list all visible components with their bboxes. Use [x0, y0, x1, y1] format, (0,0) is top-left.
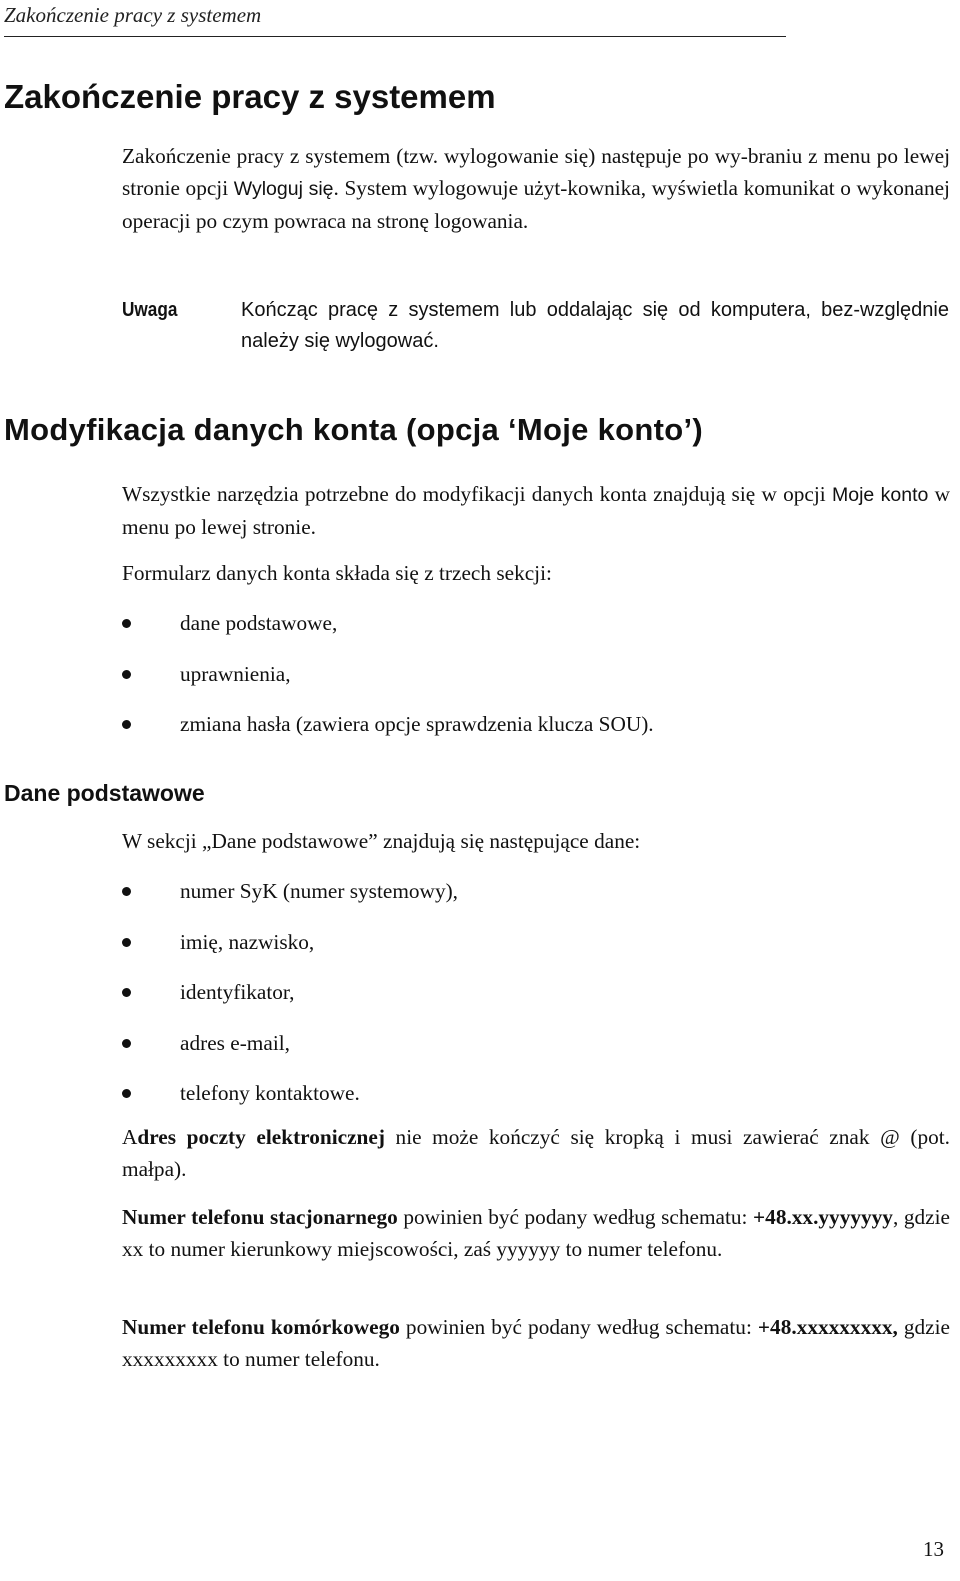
running-header: Zakończenie pracy z systemem: [4, 2, 786, 37]
page-number: 13: [923, 1537, 944, 1561]
note-text: Kończąc pracę z systemem lub oddalając się od komputera, bez-względnie należy się wylogować.: [241, 299, 949, 352]
list-item: telefony kontaktowe.: [122, 1077, 458, 1128]
bullet-icon: [122, 988, 131, 997]
option-name-my-account: Moje konto: [832, 484, 929, 506]
bullet-icon: [122, 938, 131, 947]
bullet-icon: [122, 720, 131, 729]
note-label: Uwaga: [122, 299, 178, 321]
list-item: imię, nazwisko,: [122, 926, 458, 977]
form-sections-list: [122, 607, 654, 759]
bullet-icon: [122, 619, 131, 628]
list-item: identyfikator,: [122, 976, 458, 1027]
landline-rule-paragraph: Numer telefonu stacjonarnego powinien być podany według schematu: +48.xx.yyyyyyy, gdzie xx to numer kierunkowy miejscowości, zaś yyyyyy to numer telefonu.: [122, 1205, 950, 1261]
basic-data-list: [122, 875, 458, 1128]
option-name-logout: Wyloguj się: [233, 178, 334, 200]
bullet-icon: [122, 670, 131, 679]
basic-data-intro: W sekcji „Dane podstawowe” znajdują się następujące dane:: [122, 829, 641, 853]
logout-paragraph: Zakończenie pracy z systemem (tzw. wylogowanie się) następuje po wy-braniu z menu po lewej stronie opcji Wyloguj się. System wylogowuje użyt-kownika, wyświetla komunikat o wykonanej operacji po czym powraca na stronę logowania.: [122, 144, 950, 233]
list-item: dane podstawowe,: [122, 607, 654, 658]
list-item: adres e-mail,: [122, 1027, 458, 1078]
mobile-rule-paragraph: Numer telefonu komórkowego powinien być podany według schematu: +48.xxxxxxxxx, gdzie xxxxxxxxx to numer telefonu.: [122, 1315, 951, 1371]
list-item: uprawnienia,: [122, 658, 654, 709]
section-title-account: Modyfikacja danych konta (opcja ‘Moje konto’): [4, 412, 704, 447]
list-item: zmiana hasła (zawiera opcje sprawdzenia klucza SOU).: [122, 708, 654, 759]
bullet-icon: [122, 887, 131, 896]
bullet-icon: [122, 1089, 131, 1098]
section-title-basic-data: Dane podstawowe: [4, 780, 205, 806]
bullet-icon: [122, 1039, 131, 1048]
form-sections-intro: Formularz danych konta składa się z trzech sekcji:: [122, 561, 552, 585]
section-title-logout: Zakończenie pracy z systemem: [4, 78, 496, 115]
email-rule-paragraph: Adres poczty elektronicznej nie może kończyć się kropką i musi zawierać znak @ (pot. małpa).: [122, 1125, 950, 1181]
account-paragraph: Wszystkie narzędzia potrzebne do modyfikacji danych konta znajdują się w opcji Moje konto w menu po lewej stronie.: [122, 482, 950, 539]
list-item: numer SyK (numer systemowy),: [122, 875, 458, 926]
